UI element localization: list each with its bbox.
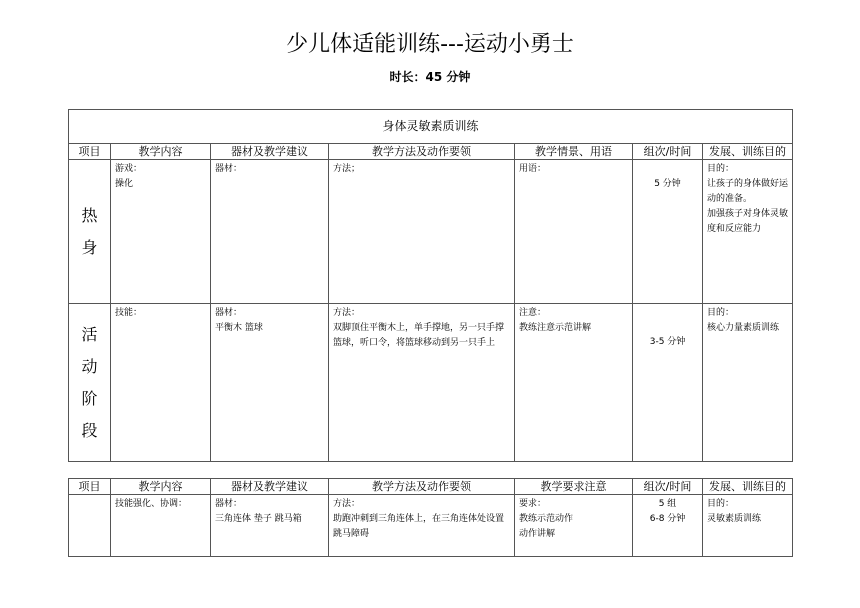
cell-line: 方法： [333, 499, 361, 509]
cell-line: 3-5 分钟 [649, 337, 686, 347]
goal-cell [703, 495, 793, 557]
header-goal: 发展、训练目的 [703, 144, 793, 160]
header-requirement: 教学要求注意 [515, 479, 633, 495]
goal-cell [703, 160, 793, 304]
cell-line: 助跑冲刺到三角连体上，在三角连体处设置跳马障碍 [333, 514, 505, 539]
cell-line: 目的： [707, 499, 735, 509]
cell-line: 游戏： [115, 164, 143, 174]
header-content: 教学内容 [111, 144, 211, 160]
cell-line: 动作讲解 [519, 529, 556, 539]
time-cell [633, 495, 703, 557]
cell-line: 核心力量素质训练 [707, 323, 780, 333]
header-equipment: 器材及教学建议 [211, 479, 329, 495]
header-time: 组次/时间 [633, 144, 703, 160]
cell-line: 方法； [333, 164, 361, 174]
cell-line: 操化 [115, 179, 134, 189]
cell-line: 5 组 [658, 499, 677, 509]
cell-line: 教练示范动作 [519, 514, 574, 524]
header-content: 教学内容 [111, 479, 211, 495]
time-cell [633, 304, 703, 462]
stage-cell [69, 495, 111, 557]
document-title: 少儿体适能训练---运动小勇士 [286, 32, 574, 57]
cell-line: 平衡木 篮球 [215, 323, 263, 333]
cell-line: 5 分钟 [654, 179, 681, 189]
content-cell [111, 495, 211, 557]
cell-line: 器材： [215, 499, 243, 509]
equipment-cell [211, 495, 329, 557]
cell-line: 要求： [519, 499, 547, 509]
goal-cell [703, 304, 793, 462]
header-time: 组次/时间 [633, 479, 703, 495]
cell-line: 三角连体 垫子 跳马箱 [215, 514, 302, 524]
stage-label: 活动阶段 [81, 324, 98, 440]
duration-label: 时长：45 分钟 [389, 70, 471, 84]
cell-line: 器材： [215, 308, 243, 318]
content-cell [111, 160, 211, 304]
training-table-2 [68, 478, 793, 557]
cell-line: 目的： [707, 164, 735, 174]
cell-line: 教练注意示范讲解 [519, 323, 592, 333]
header-equipment: 器材及教学建议 [211, 144, 329, 160]
cell-line: 让孩子的身体做好运动的准备。 [707, 179, 789, 204]
cell-line: 注意： [519, 308, 547, 318]
method-cell [329, 160, 515, 304]
stage-cell [69, 304, 111, 462]
time-cell [633, 160, 703, 304]
content-cell [111, 304, 211, 462]
cell-line: 技能： [115, 308, 143, 318]
scenario-cell [515, 304, 633, 462]
cell-line: 6-8 分钟 [649, 514, 686, 524]
header-item: 项目 [69, 479, 111, 495]
stage-label: 热身 [81, 205, 98, 257]
header-method: 教学方法及动作要领 [329, 479, 515, 495]
cell-line: 灵敏素质训练 [707, 514, 762, 524]
cell-line: 加强孩子对身体灵敏度和反应能力 [707, 209, 789, 234]
training-table-1 [68, 109, 793, 462]
header-method: 教学方法及动作要领 [329, 144, 515, 160]
equipment-cell [211, 304, 329, 462]
cell-line: 技能强化、协调： [115, 499, 188, 509]
method-cell [329, 495, 515, 557]
header-item: 项目 [69, 144, 111, 160]
table-row [69, 495, 793, 557]
header-scenario: 教学情景、用语 [515, 144, 633, 160]
cell-line: 用语： [519, 164, 547, 174]
header-goal: 发展、训练目的 [703, 479, 793, 495]
stage-cell [69, 160, 111, 304]
requirement-cell [515, 495, 633, 557]
section-title: 身体灵敏素质训练 [69, 110, 793, 144]
cell-line: 方法： [333, 308, 361, 318]
equipment-cell [211, 160, 329, 304]
scenario-cell [515, 160, 633, 304]
cell-line: 器材： [215, 164, 243, 174]
cell-line: 目的： [707, 308, 735, 318]
cell-line: 双脚顶住平衡木上，单手撑地，另一只手撑篮球，听口令，将篮球移动到另一只手上 [333, 323, 505, 348]
table-row [69, 160, 793, 304]
method-cell [329, 304, 515, 462]
table-row [69, 304, 793, 462]
